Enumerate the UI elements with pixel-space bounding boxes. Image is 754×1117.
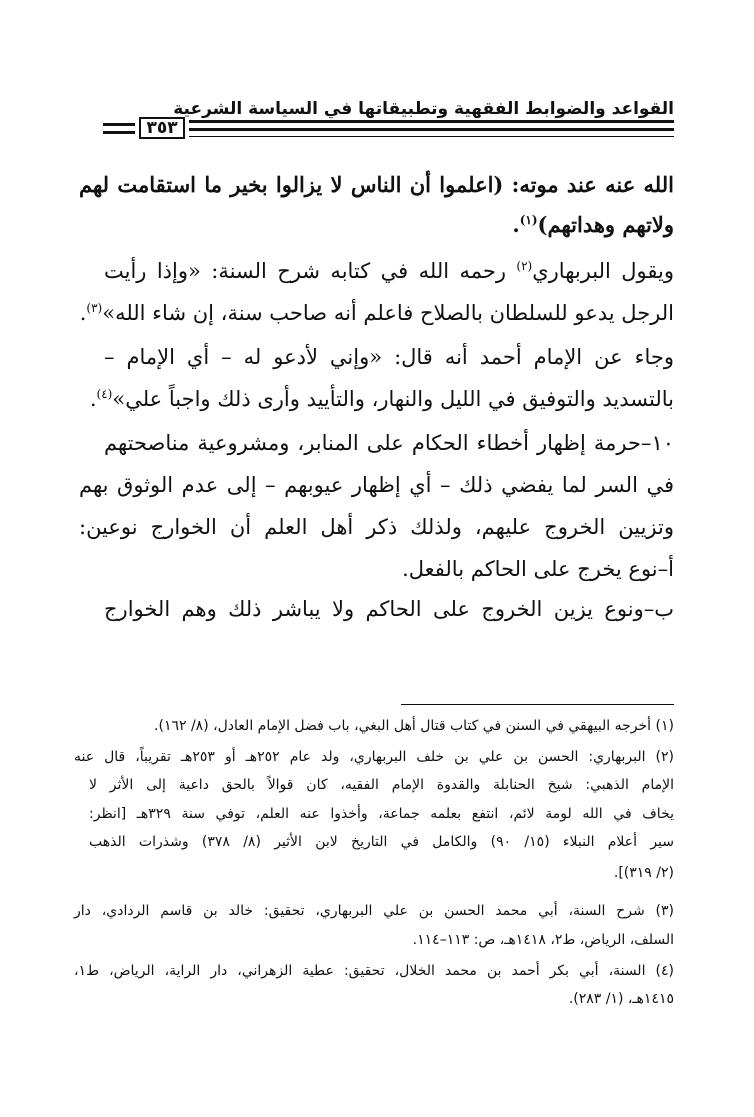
page-number: ٣٥٣: [139, 117, 185, 139]
body-line-11: [104, 592, 674, 626]
header-rule-thin: [189, 136, 674, 137]
footnote-2-cont: الإمام الذهبي: شيخ الحنابلة والقدوة الإمام الفقيه، كان قوالاً بالحق داعية إلى الأثر لا: [89, 777, 674, 793]
header-rule-middle: [189, 128, 674, 131]
footnote-1: (١) أخرجه البيهقي في السنن في كتاب قتال أهل البغي، باب فضل الإمام العادل، (٨/ ١٦٢).: [154, 718, 674, 734]
footnote-2-cont: يخاف في الله لومة لائم، انتفع بعلمه جماعة، وأخذوا عنه العلم، توفي سنة ٣٢٩هـ [انظر:: [89, 806, 675, 822]
footnote-ref-2: (٢): [516, 259, 533, 273]
body-line-8: [79, 468, 674, 502]
body-text: ب–ونوع يزين الخروج على الحاكم ولا يباشر ذلك وهم الخوارج: [104, 597, 674, 621]
footnote-separator: [401, 704, 674, 705]
footnote-2-cont: سير أعلام النبلاء (١٥/ ٩٠) والكامل في التاريخ لابن الأثير (٨/ ٣٧٨) وشذرات الذهب: [89, 834, 674, 850]
body-text: بالتسديد والتوفيق في الليل والنهار، والتأييد وأرى ذلك واجباً علي»: [112, 387, 674, 411]
body-text: في السر لما يفضي ذلك – أي إظهار عيوبهم – إلى عدم الوثوق بهم: [79, 473, 674, 497]
header-rule-thick: [189, 120, 674, 123]
period: .: [512, 212, 520, 237]
footnote-ref-4: (٤): [96, 387, 113, 401]
body-line-3: [104, 254, 674, 288]
footnote-3: (٣) شرح السنة، أبي محمد الحسن بن علي البربهاري، تحقيق: خالد بن قاسم الردادي، دار: [74, 903, 674, 919]
header-dash-upper: [103, 123, 135, 126]
period: .: [79, 301, 87, 325]
body-line-10: [104, 552, 674, 586]
body-text: أ–نوع يخرج على الحاكم بالفعل.: [402, 557, 674, 581]
body-line-6: [79, 382, 674, 416]
footnote-3-cont: السلف، الرياض، ط٢، ١٤١٨هـ، ص: ١١٣–١١٤.: [412, 932, 674, 948]
period: .: [89, 387, 97, 411]
footnote-2-cont: (٢/ ٣١٩)].: [613, 865, 674, 881]
body-text: الرجل يدعو للسلطان بالصلاح فاعلم أنه صاحب سنة، إن شاء الله»: [102, 301, 674, 325]
footnote-4-cont: ١٤١٥هـ، (١/ ٢٨٣).: [568, 991, 674, 1007]
body-text: وجاء عن الإمام أحمد أنه قال: «وإني لأدعو له – أي الإمام –: [104, 345, 674, 369]
footnote-2: (٢) البربهاري: الحسن بن علي بن خلف البربهاري، ولد عام ٢٥٢هـ أو ٢٥٣هـ تقريباً، قال عنه: [74, 749, 674, 765]
body-line-2: [79, 208, 674, 242]
footnote-ref-3: (٣): [86, 301, 103, 315]
body-text: الله عنه عند موته: (اعلموا أن الناس لا يزالوا بخير ما استقامت لهم: [79, 172, 674, 197]
body-text: ١٠–حرمة إظهار أخطاء الحكام على المنابر، ومشروعية مناصحتهم: [104, 431, 674, 455]
body-text: ويقول البربهاري: [532, 259, 674, 283]
footnote-ref-1: (١): [519, 213, 538, 227]
body-line-7: [104, 426, 674, 460]
header-dash-lower: [103, 131, 135, 134]
footnote-4: (٤) السنة، أبي بكر أحمد بن محمد الخلال، تحقيق: عطية الزهراني، دار الراية، الرياض، ط١،: [74, 963, 674, 979]
running-header-title: القواعد والضوابط الفقهية وتطبيقاتها في السياسة الشرعية: [173, 99, 674, 119]
body-line-9: [79, 510, 674, 544]
body-text: ولاتهم وهداتهم): [537, 212, 674, 237]
body-line-5: [104, 340, 674, 374]
body-text: وتزيين الخروج عليهم، ولذلك ذكر أهل العلم أن الخوارج نوعين:: [79, 515, 674, 539]
body-line-4: [79, 296, 674, 330]
body-text: رحمه الله في كتابه شرح السنة: «وإذا رأيت: [104, 259, 517, 283]
body-line-1: [79, 168, 674, 202]
